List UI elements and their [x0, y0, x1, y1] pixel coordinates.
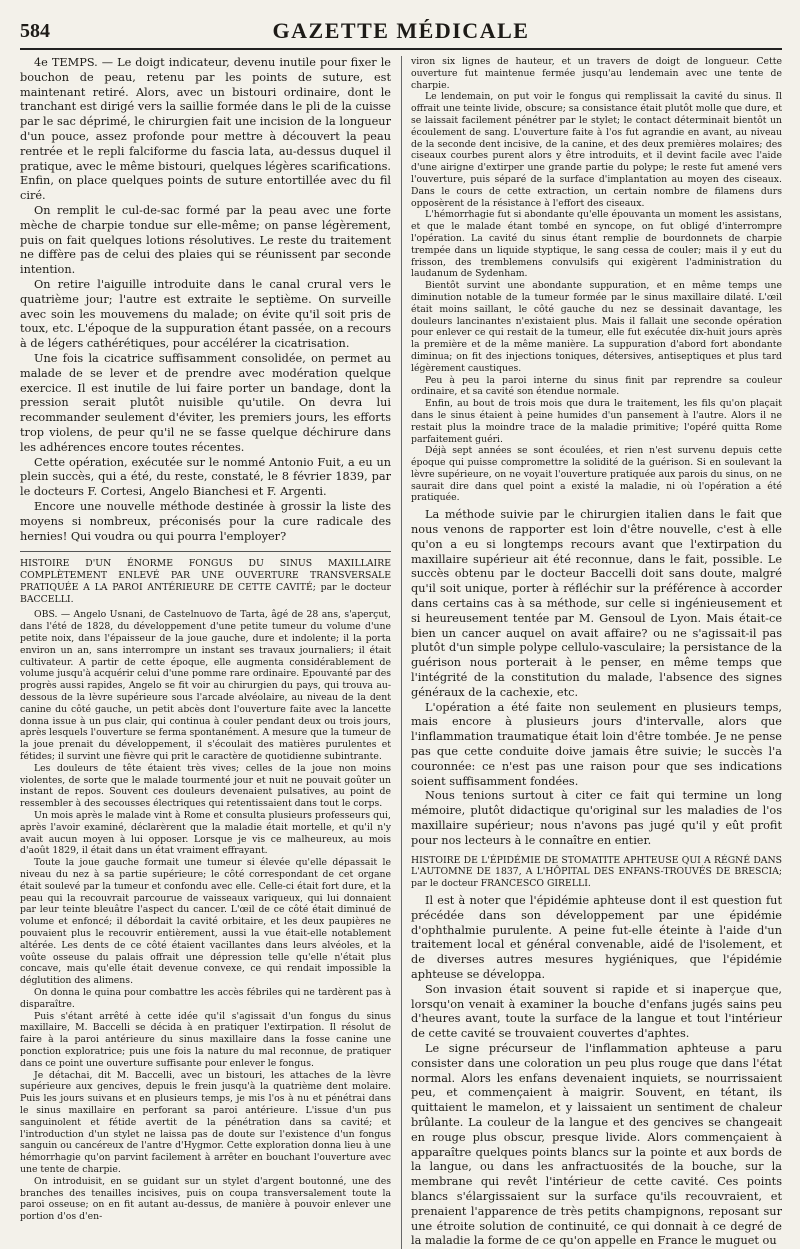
paragraph: Le signe précurseur de l'inflammation aphteuse a paru consister dans une coloration un peu plus rouge que dans l'état normal. Alors les enfans devenaient inquiets, se nourrissaient peu, et commençaient à maigrir. Souvent, en tétant, ils quittaient le mamelon, et y laissaient un sentiment de chaleur brûlante. La couleur de la langue et des gencives se changeait en rouge plus obscur, presque livide. Alors commençaient à apparaître quelques points blancs sur la pointe et aux bords de la langue, ou dans les anfractuosités de la bouche, sur la membrane qui revêt l'intérieur de cette cavité. Ces points blancs s'élargissaient sur la surface qu'ils recouvraient, et prenaient l'apparence de très petits champignons, reposant sur une étroite solution de continuité, ce qui donnait à ce degré de la maladie la forme de ce qu'on appelle en France le muguet ou [411, 1041, 782, 1248]
paragraph: Encore une nouvelle méthode destinée à grossir la liste des moyens si nombreux, préconisés pour la cure radicale des hernies! Qui voudra ou qui pourra l'employer? [20, 499, 391, 543]
section-divider [20, 551, 391, 552]
article-title: HISTOIRE D'UN ÉNORME FONGUS DU SINUS MAXILLAIRE COMPLÈTEMENT ENLEVÉ PAR UNE OUVERTURE TRANSVERSALE PRATIQUÉE A LA PAROI ANTÉRIEURE DE CETTE CAVITÉ; par le docteur BACCELLI. [20, 558, 391, 605]
paragraph: Un mois après le malade vint à Rome et consulta plusieurs professeurs qui, après l'avoir examiné, déclarèrent que la maladie était mortelle, et qu'il n'y avait aucun moyen à lui opposer. Lorsque je vis ce malheureux, au mois d'août 1829, il était dans un état vraiment effrayant. [20, 810, 391, 857]
page-number: 584 [20, 20, 50, 42]
paragraph: OBS. — Angelo Usnani, de Castelnuovo de Tarta, âgé de 28 ans, s'aperçut, dans l'été de 1828, du développement d'une petite tumeur du volume d'une petite noix, dans l'épaisseur de la joue gauche, dure et indolente; il la porta environ un an, sans interrompre un instant ses travaux journaliers; il était cultivateur. A partir de cette époque, elle augmenta considérablement de volume jusqu'à acquérir celui d'une pomme rare ordinaire. Epouvanté par des progrès aussi rapides, Angelo se fit voir au chirurgien du pays, qui trouva au-dessous de la lèvre supérieure sous l'arcade alvéolaire, au niveau de la dent canine du côté gauche, un petit abcès dont l'ouverture faite avec la lancette donna issue à un pus clair, qui continua à couler pendant deux ou trois jours, après lesquels l'ouverture se ferma spontanément. A mesure que la tumeur de la joue prenait du développement, il s'écoulait des matières purulentes et fétides; il survint une fièvre qui prit le caractère de quotidienne subintrante. [20, 609, 391, 763]
left-column [20, 56, 391, 1249]
columns [20, 56, 782, 1249]
paragraph: On introduisit, en se guidant sur un stylet d'argent boutonné, une des branches des tenailles incisives, puis on coupa transversalement toute la paroi osseuse; on en fit autant au-dessus, de manière à pouvoir enlever une portion d'os d'en- [20, 1175, 391, 1223]
paragraph: Puis s'étant arrêté à cette idée qu'il s'agissait d'un fongus du sinus maxillaire, M. Baccelli se décida à en pratiquer l'extirpation. Il résolut de faire à la paroi antérieure du sinus maxillaire dans la fosse canine une ponction exploratrice; puis une fois la nature du mal reconnue, de pratiquer dans ce point une ouverture suffisante pour enlever le fongus. [20, 1010, 391, 1069]
paragraph: 4e TEMPS. — Le doigt indicateur, devenu inutile pour fixer le bouchon de peau, retenu par les points de suture, est maintenant retiré. Alors, avec un bistouri ordinaire, dont le tranchant est dirigé vers la saillie formée dans le pli de la cuisse par le sac déprimé, le chirurgien fait une incision de la longueur d'un pouce, assez profonde pour mettre à découvert la peau rentrée et le repli falciforme du fascia lata, au-dessus duquel il pratique, avec le même bistouri, quelques légères scarifications. Enfin, on place quelques points de suture entortillée avec du fil ciré. [20, 56, 391, 203]
paragraph: Peu à peu la paroi interne du sinus finit par reprendre sa couleur ordinaire, et sa cavité son étendue normale. [411, 374, 782, 398]
paragraph: Bientôt survint une abondante suppuration, et en même temps une diminution notable de la tumeur formée par le sinus maxillaire dilaté. L'œil était moins saillant, le côté gauche du nez se dessinait davantage, les douleurs lancinantes n'existaient plus. Mais il fallait une seconde opération pour enlever ce qui restait de la tumeur, elle fut exécutée dix-huit jours après la première et de la même manière. La suppuration d'abord fort abondante diminua; on fit des injections toniques, détersives, antiseptiques et plus tard légèrement caustiques. [411, 280, 782, 374]
paragraph: Enfin, au bout de trois mois que dura le traitement, les fils qu'on plaçait dans le sinus étaient à peine humides d'un pansement à l'autre. Alors il ne restait plus la moindre trace de la maladie primitive; l'opéré quitta Rome parfaitement guéri. [411, 398, 782, 445]
page-header [20, 14, 782, 50]
paragraph: On remplit le cul-de-sac formé par la peau avec une forte mèche de charpie tondue sur elle-même; on panse légèrement, puis on fait quelques lotions résolutives. Le reste du traitement ne diffère pas de celui des plaies qui se réunissent par seconde intention. [20, 203, 391, 277]
journal-title: GAZETTE MÉDICALE [272, 18, 530, 43]
paragraph: Toute la joue gauche formait une tumeur si élevée qu'elle dépassait le niveau du nez à sa partie supérieure; le côté correspondant de cet organe était soulevé par la tumeur et confondu avec elle. Celle-ci était fort dure, et la peau qui la recouvrait parcourue de vaisseaux variqueux, qui lui donnaient par leur teinte bleuâtre l'aspect du cancer. L'œil de ce côté était diminué de volume et enfoncé; il débordait la cavité orbitaire, et les deux paupières ne pouvaient plus le recouvrir entièrement, aussi la vue était-elle notablement altérée. Les dents de ce côté étaient vacillantes dans leurs alvéoles, et la voûte osseuse du palais offrait une dépression telle qu'elle n'était plus concave, mais qu'elle était devenue convexe, ce qui rendait impossible la déglutition des alimens. [20, 857, 391, 987]
right-column [401, 56, 782, 1249]
paragraph: L'hémorrhagie fut si abondante qu'elle épouvanta un moment les assistans, et que le malade étant tombé en syncope, on fut obligé d'interrompre l'opération. La cavité du sinus étant remplie de bourdonnets de charpie trempée dans un liquide styptique, le sang cessa de couler; mais il y eut du frisson, des tremblemens convulsifs qui exigèrent l'administration du laudanum de Sydenham. [411, 209, 782, 280]
paragraph: Déjà sept années se sont écoulées, et rien n'est survenu depuis cette époque qui puisse compromettre la solidité de la guérison. Si en soulevant la lèvre supérieure, on ne voyait l'ouverture pratiquée aux parois du sinus, on ne saurait dire dans quel point a existé la maladie, ni où l'opération a été pratiquée. [411, 445, 782, 504]
paragraph: Les douleurs de tête étaient très vives; celles de la joue non moins violentes, de sorte que le malade tourmenté jour et nuit ne pouvait goûter un instant de repos. Souvent ces douleurs devenaient pulsatives, au point de ressembler à des secousses électriques qui retentissaient dans tout le corps. [20, 762, 391, 810]
paragraph: On retire l'aiguille introduite dans le canal crural vers le quatrième jour; l'autre est extraite le septième. On surveille avec soin les mouvemens du malade; on évite qu'il soit pris de toux, etc. L'époque de la suppuration étant passée, on a recours à de légers cathérétiques, pour accélérer la cicatrisation. [20, 277, 391, 351]
paragraph: Nous tenions surtout à citer ce fait qui termine un long mémoire, plutôt didactique qu'original sur les maladies de l'os maxillaire supérieur; nous n'avons pas jugé qu'il y eût profit pour nos lecteurs à le connaître en entier. [411, 789, 782, 847]
article-title: HISTOIRE DE L'ÉPIDÉMIE DE STOMATITE APHTEUSE QUI A RÉGNÉ DANS L'AUTOMNE DE 1837, A L'HÔPITAL DES ENFANS-TROUVÉS DE BRESCIA; par le docteur FRANCESCO GIRELLI. [411, 854, 782, 890]
paragraph: La méthode suivie par le chirurgien italien dans le fait que nous venons de rapporter est loin d'être nouvelle, c'est à elle qu'on a eu si longtemps recours avant que l'extirpation du maxillaire supérieur ait été reconnue, dans le fait, possible. Le succès obtenu par le docteur Baccelli doit sans doute, malgré qu'il soit unique, porter à réfléchir sur la préférence à accorder dans certains cas à sa méthode, sur celle si ingénieusement et si heureusement tentée par M. Gensoul de Lyon. Mais était-ce bien un cancer auquel on avait affaire? ou ne s'agissait-il pas plutôt d'un simple polype cellulo-vasculaire; la persistance de la guérison nous porterait à le penser, en même temps que l'intégrité de la constitution du malade, l'absence des signes généraux de la cachexie, etc. [411, 508, 782, 699]
paragraph: Une fois la cicatrice suffisamment consolidée, on permet au malade de se lever et de prendre avec modération quelque exercice. Il est inutile de lui faire porter un bandage, dont la pression serait plutôt nuisible qu'utile. On devra lui recommander seulement d'éviter, les premiers jours, les efforts trop violens, de peur qu'il ne se fasse quelque déchirure dans les adhérences encore toutes récentes. [20, 351, 391, 454]
paragraph: Le lendemain, on put voir le fongus qui remplissait la cavité du sinus. Il offrait une teinte livide, obscure; sa consistance était plutôt molle que dure, et se laissait facilement pénétrer par le stylet; le contact déterminait bientôt un écoulement de sang. L'ouverture faite à l'os fut agrandie en avant, au niveau de la seconde dent incisive, de la canine, et des deux premières molaires; des ciseaux courbes purent alors y être introduits, et il devint facile avec l'aide d'une airigne d'extirper une grande partie du polype; le reste fut amené vers l'ouverture, puis séparé de la surface d'implantation au moyen des ciseaux. Dans le cours de cette extraction, un certain nombre de filamens durs opposèrent de la résistance à l'effort des ciseaux. [411, 91, 782, 209]
paragraph: On donna le quina pour combattre les accès fébriles qui ne tardèrent pas à disparaître. [20, 986, 391, 1010]
paragraph: viron six lignes de hauteur, et un travers de doigt de longueur. Cette ouverture fut maintenue fermée jusqu'au lendemain avec une tente de charpie. [411, 56, 782, 91]
paragraph: Il est à noter que l'épidémie aphteuse dont il est question fut précédée dans son développement par une épidémie d'ophthalmie purulente. A peine fut-elle éteinte à l'aide d'un traitement local et général convenable, aidé de l'isolement, et de diverses autres mesures hygiéniques, que l'épidémie aphteuse se développa. [411, 894, 782, 981]
paragraph: Son invasion était souvent si rapide et si inaperçue que, lorsqu'on venait à examiner la bouche d'enfans jugés sains peu d'heures avant, toute la surface de la langue et tout l'intérieur de cette cavité se trouvaient couvertes d'aphtes. [411, 982, 782, 1041]
paragraph: Cette opération, exécutée sur le nommé Antonio Fuit, a eu un plein succès, qui a été, du reste, constaté, le 8 février 1839, par le docteurs F. Cortesi, Angelo Bianchesi et F. Argenti. [20, 455, 391, 499]
paragraph: Je détachai, dit M. Baccelli, avec un bistouri, les attaches de la lèvre supérieure aux gencives, depuis le frein jusqu'à la quatrième dent molaire. Puis les jours suivans et en plusieurs temps, je mis l'os à nu et pénétrai dans le sinus maxillaire en perforant sa paroi antérieure. L'issue d'un pus sanguinolent et fétide avertit de la pénétration dans sa cavité; et l'introduction d'un stylet ne laissa pas de doute sur l'existence d'un fongus sanguin ou cancéreux de l'antre d'Hygmor. Cette exploration donna lieu à une hémorrhagie qu'on parvint facilement à arrêter en bouchant l'ouverture avec une tente de charpie. [20, 1069, 391, 1175]
paragraph: L'opération a été faite non seulement en plusieurs temps, mais encore à plusieurs jours d'intervalle, alors que l'inflammation traumatique était loin d'être tombée. Je ne pense pas que cette conduite doive jamais être suivie; le succès l'a couronnée: ce n'est pas une raison pour que ses indications soient suffisamment fondées. [411, 700, 782, 788]
